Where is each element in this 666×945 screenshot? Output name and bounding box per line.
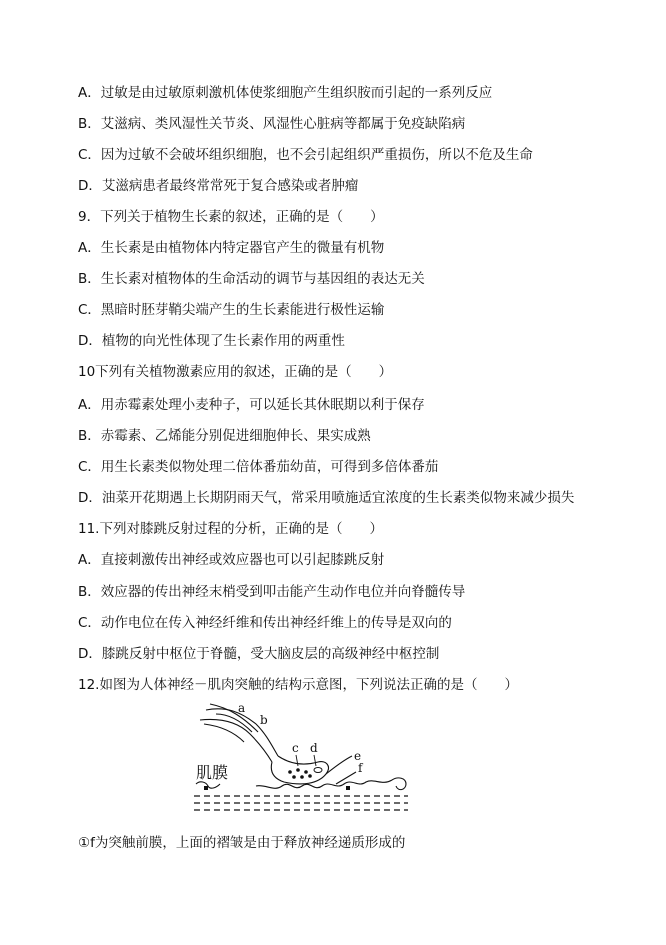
synapse-diagram: [186, 700, 416, 820]
q9-option-c: C．黑暗时胚芽鞘尖端产生的生长素能进行极性运输: [78, 302, 385, 318]
q9-option-a: A．生长素是由植物体内特定器官产生的微量有机物: [78, 240, 385, 256]
label-d: d: [310, 741, 318, 755]
q8-option-b: B．艾滋病、类风湿性关节炎、风湿性心脏病等都属于免疫缺陷病: [78, 116, 466, 132]
q10-option-d: D．油菜开花期遇上长期阴雨天气，常采用喷施适宜浓度的生长素类似物来减少损失: [78, 490, 575, 506]
q10-option-c: C．用生长素类似物处理二倍体番茄幼苗，可得到多倍体番茄: [78, 459, 439, 475]
q11-option-c: C．动作电位在传入神经纤维和传出神经纤维上的传导是双向的: [78, 615, 452, 631]
q12-statement-1: ①f为突触前膜，上面的褶皱是由于释放神经递质形成的: [78, 835, 406, 851]
label-a: a: [238, 701, 246, 715]
q9-option-b: B．生长素对植物体的生命活动的调节与基因组的表达无关: [78, 271, 425, 287]
label-muscle-membrane: 肌膜: [196, 763, 229, 782]
q11-option-a: A．直接刺激传出神经或效应器也可以引起膝跳反射: [78, 552, 385, 568]
q9-stem: 9．下列关于植物生长素的叙述，正确的是（ ）: [78, 209, 384, 225]
label-e: e: [354, 749, 362, 763]
q8-option-a: A．过敏是由过敏原刺激机体使浆细胞产生组织胺而引起的一系列反应: [78, 85, 493, 101]
label-f: f: [358, 761, 363, 775]
q11-option-b: B．效应器的传出神经末梢受到叩击能产生动作电位并向脊髓传导: [78, 584, 466, 600]
label-b: b: [260, 713, 268, 727]
label-c: c: [292, 741, 299, 755]
q8-option-c: C．因为过敏不会破坏组织细胞，也不会引起组织严重损伤，所以不危及生命: [78, 147, 533, 163]
q10-option-a: A．用赤霉素处理小麦种子，可以延长其休眠期以利于保存: [78, 397, 425, 413]
q10-stem: 10下列有关植物激素应用的叙述，正确的是（ ）: [78, 364, 393, 380]
q8-option-d: D．艾滋病患者最终常常死于复合感染或者肿瘤: [78, 178, 359, 194]
q10-option-b: B．赤霉素、乙烯能分别促进细胞伸长、果实成熟: [78, 428, 371, 444]
q11-option-d: D．膝跳反射中枢位于脊髓，受大脑皮层的高级神经中枢控制: [78, 646, 440, 662]
synapse-diagram-svg: [186, 700, 416, 820]
q11-stem: 11.下列对膝跳反射过程的分析，正确的是（ ）: [78, 521, 383, 537]
q12-stem: 12.如图为人体神经－肌肉突触的结构示意图，下列说法正确的是（ ）: [78, 677, 518, 693]
vesicle-dots: [288, 768, 312, 779]
q9-option-d: D．植物的向光性体现了生长素作用的两重性: [78, 333, 345, 349]
